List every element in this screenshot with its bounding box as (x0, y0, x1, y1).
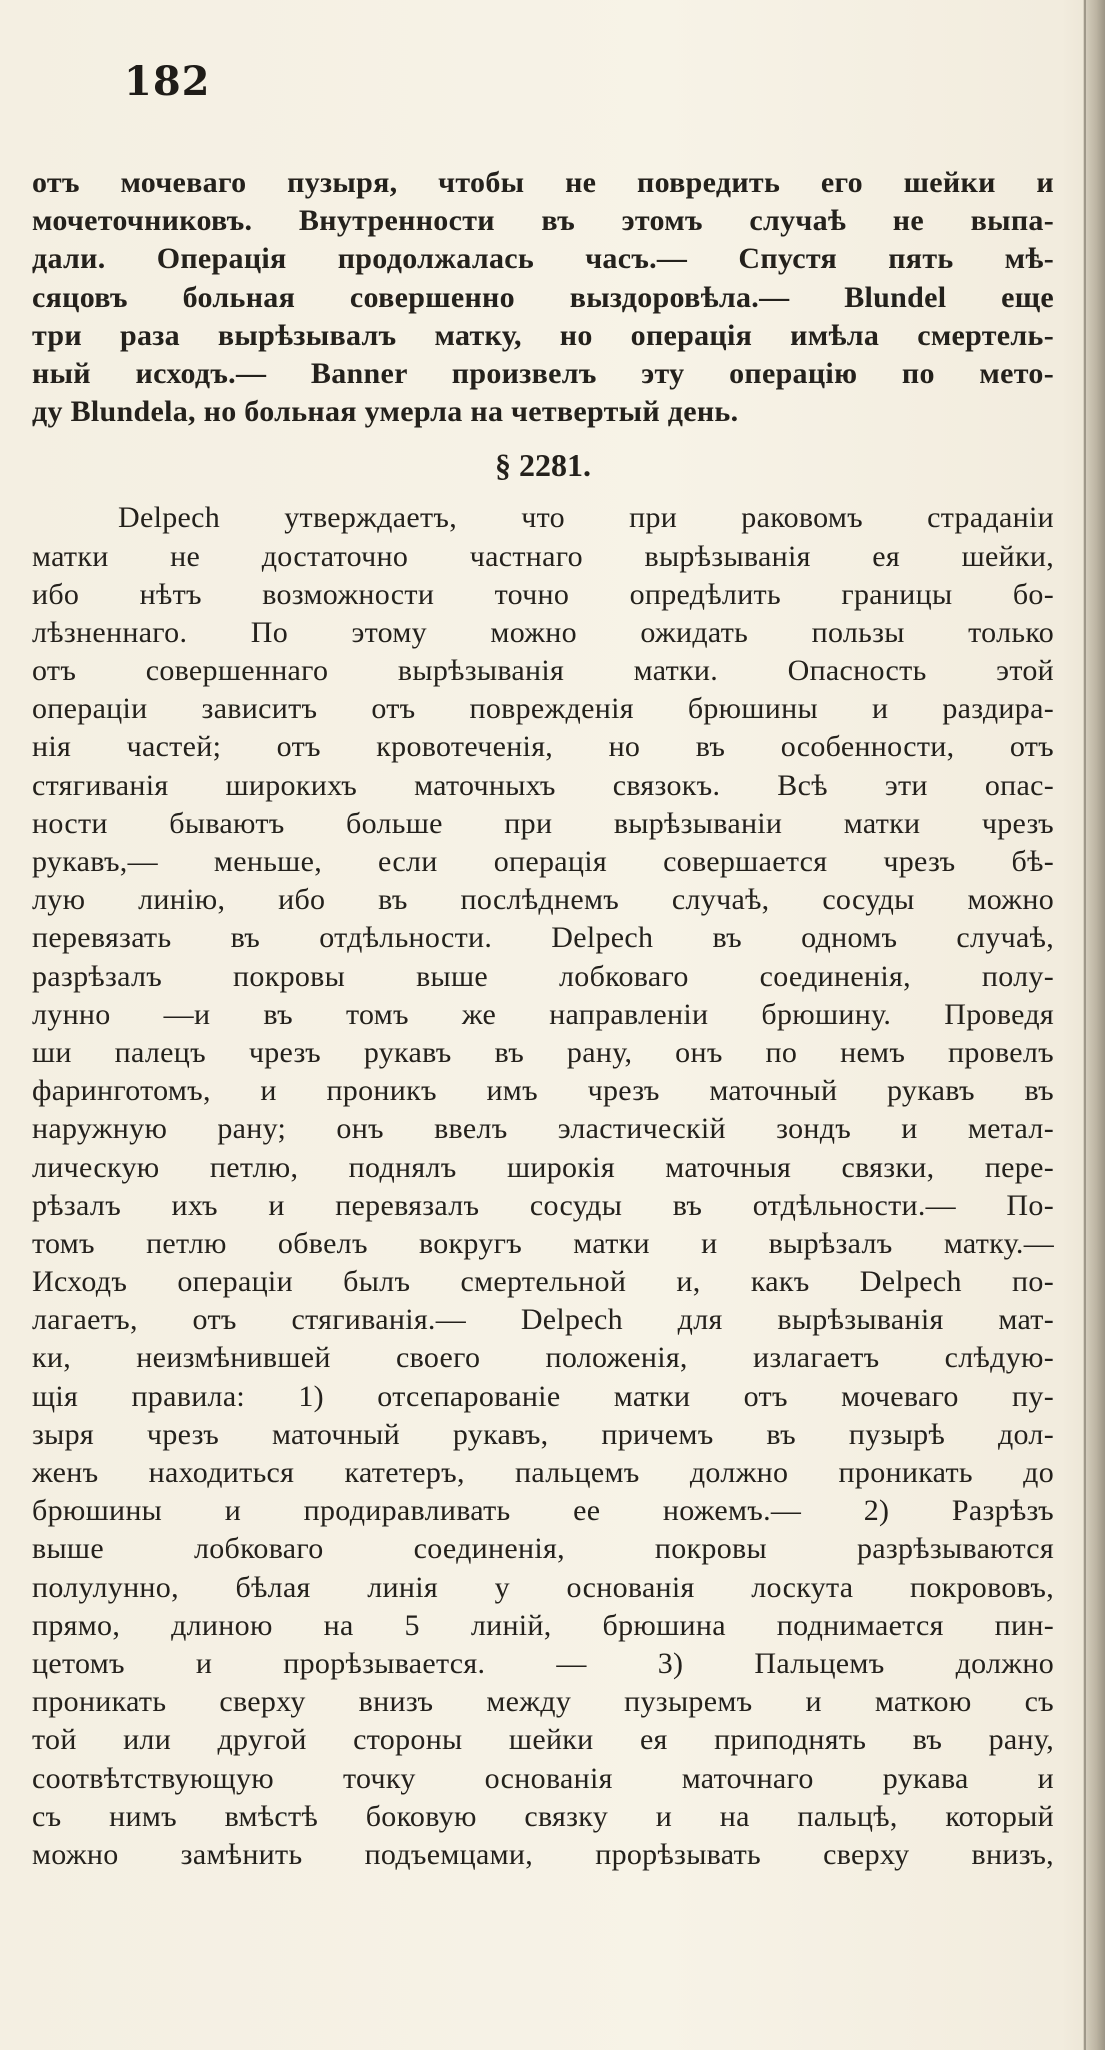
text-line: лагаетъ, отъ стягиванія.— Delpech для вырѣзыванія мат- (32, 1303, 1054, 1337)
text-line: лую линію, ибо въ послѣднемъ случаѣ, сосуды можно (32, 883, 1054, 917)
section-heading: § 2281. (495, 447, 591, 484)
text-line: ибо нѣтъ возможности точно опредѣлить границы бо- (32, 577, 1054, 611)
continued-paragraph (32, 164, 1054, 431)
section-paragraph (32, 499, 1054, 1874)
text-line: съ нимъ вмѣстѣ боковую связку и на пальцѣ, который (32, 1799, 1054, 1833)
text-line: можно замѣнить подъемцами, прорѣзывать сверху внизъ, (32, 1837, 1054, 1871)
text-line: наружную рану; онъ ввелъ эластическій зондъ и метал- (32, 1112, 1054, 1146)
text-line: брюшины и продиравливать ее ножемъ.— 2) Разрѣзъ (32, 1494, 1054, 1528)
text-line: рѣзалъ ихъ и перевязалъ сосуды въ отдѣльности.— По- (32, 1188, 1054, 1222)
page-spine-edge (1083, 0, 1105, 2050)
page-text-block (32, 164, 1054, 1874)
text-line: женъ находиться катетеръ, пальцемъ должно проникать до (32, 1456, 1054, 1489)
text-line: Delpech утверждаетъ, что при раковомъ страданіи (118, 501, 1054, 535)
text-line: выше лобковаго соединенія, покровы разрѣзываются (32, 1532, 1054, 1566)
text-line: нія частей; отъ кровотеченія, но въ особенности, отъ (32, 730, 1054, 764)
text-line: ный исходъ.— Banner произвелъ эту операцію по мето- (32, 356, 1054, 390)
text-line: лунно —и въ томъ же направленіи брюшину. Проведя (32, 997, 1054, 1031)
text-line: полулунно, бѣлая линія у основанія лоскута покрововъ, (32, 1570, 1054, 1604)
page-number: 182 (124, 58, 211, 105)
text-line: операціи зависитъ отъ повреждeнія брюшины и раздира- (32, 692, 1054, 726)
text-line: прямо, длиною на 5 линій, брюшина поднимается пин- (32, 1608, 1054, 1642)
text-line: ки, неизмѣнившей своего положенія, излагаетъ слѣдую- (32, 1341, 1054, 1375)
text-line: мочеточниковъ. Внутренности въ этомъ случаѣ не выпа- (32, 204, 1054, 238)
text-line: той или другой стороны шейки ея приподнять въ рану, (32, 1723, 1054, 1757)
text-line: соотвѣтствующую точку основанія маточнаго рукава и (32, 1761, 1054, 1795)
text-line: матки не достаточно частнаго вырѣзыванія ея шейки, (32, 539, 1054, 573)
text-line: лѣзненнаго. По этому можно ожидать пользы только (32, 615, 1054, 649)
text-line: цетомъ и прорѣзывается. — 3) Пальцемъ должно (32, 1646, 1054, 1680)
text-line: рукавъ,— меньше, если операція совершается чрезъ бѣ- (32, 845, 1054, 878)
text-line: ду Blundela, но больная умерла на четвертый день. (32, 395, 739, 429)
text-line: лическую петлю, поднялъ широкія маточныя связки, пере- (32, 1150, 1054, 1184)
text-line: стягиванія широкихъ маточныхъ связокъ. Всѣ эти опас- (32, 768, 1054, 802)
text-line: Исходъ операціи былъ смертельной и, какъ Delpech по- (32, 1265, 1054, 1299)
text-line: щія правила: 1) отсепарованіе матки отъ мочеваго пу- (32, 1379, 1054, 1413)
text-line: зыря чрезъ маточный рукавъ, причемъ въ пузырѣ дол- (32, 1417, 1054, 1451)
text-line: отъ мочеваго пузыря, чтобы не повредить его шейки и (32, 166, 1054, 199)
text-line: сяцовъ больная совершенно выздоровѣла.— Blundel еще (32, 280, 1054, 314)
text-line: отъ совершеннаго вырѣзыванія матки. Опасность этой (32, 654, 1054, 688)
text-line: дали. Операція продолжалась часъ.— Спустя пять мѣ- (32, 242, 1054, 276)
text-line: перевязать въ отдѣльности. Delpech въ одномъ случаѣ, (32, 921, 1054, 955)
page-spine-line (1084, 0, 1086, 2050)
text-line: ши палецъ чрезъ рукавъ въ рану, онъ по немъ провелъ (32, 1035, 1054, 1069)
text-line: томъ петлю обвелъ вокругъ матки и вырѣзалъ матку.— (32, 1226, 1054, 1260)
text-line: три раза вырѣзывалъ матку, но операція имѣла смертель- (32, 318, 1054, 352)
text-line: проникать сверху внизъ между пузыремъ и маткою съ (32, 1685, 1054, 1719)
text-line: разрѣзалъ покровы выше лобковаго соединенія, полу- (32, 959, 1054, 993)
text-line: ности бываютъ больше при вырѣзываніи матки чрезъ (32, 806, 1054, 840)
text-line: фаринготомъ, и проникъ имъ чрезъ маточный рукавъ въ (32, 1074, 1054, 1108)
